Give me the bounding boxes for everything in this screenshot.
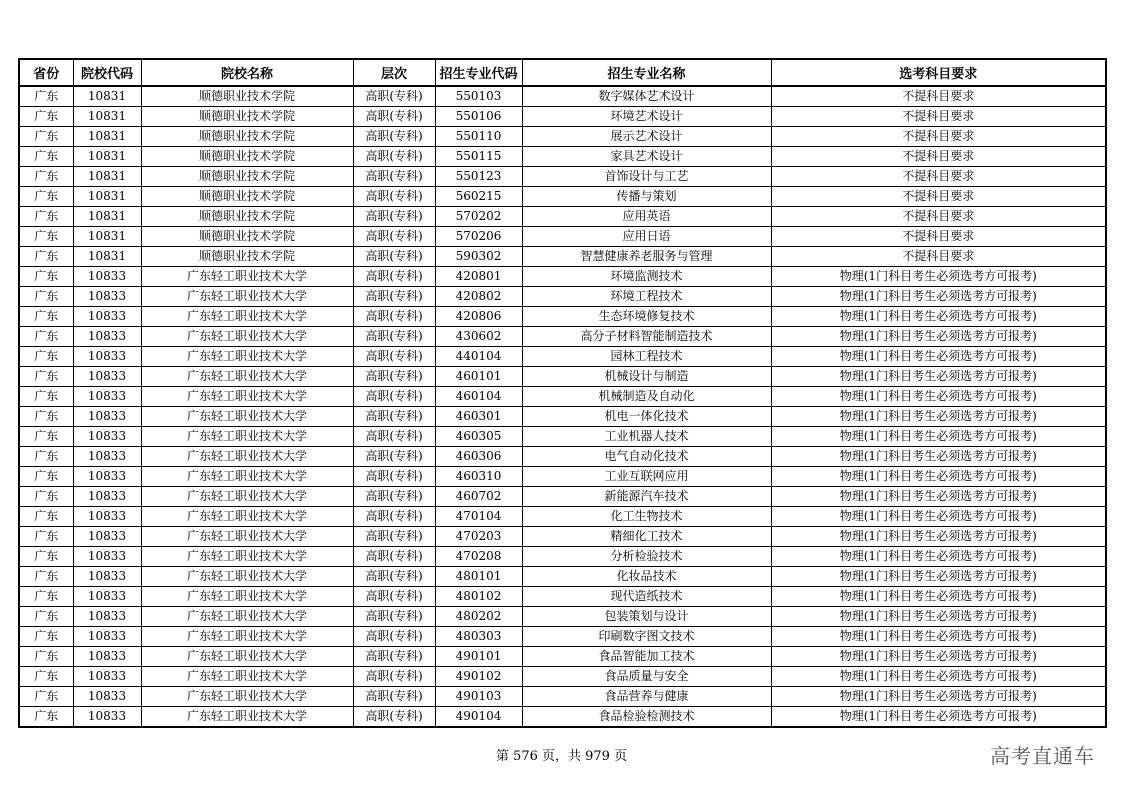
cell-level: 高职(专科)	[353, 607, 435, 627]
table-row	[19, 167, 1106, 187]
table-row	[19, 307, 1106, 327]
cell-major-code: 460702	[435, 487, 522, 507]
cell-level: 高职(专科)	[353, 487, 435, 507]
cell-major-name: 应用日语	[522, 227, 771, 247]
cell-school-code: 10831	[73, 127, 141, 147]
cell-school-name: 广东轻工职业技术大学	[141, 607, 353, 627]
table-row	[19, 607, 1106, 627]
cell-school-name: 广东轻工职业技术大学	[141, 447, 353, 467]
table-row	[19, 347, 1106, 367]
header-subject-requirement: 选考科目要求	[771, 59, 1106, 86]
table-row	[19, 267, 1106, 287]
cell-school-name: 顺德职业技术学院	[141, 86, 353, 107]
cell-major-name: 首饰设计与工艺	[522, 167, 771, 187]
cell-subject-requirement: 不提科目要求	[771, 86, 1106, 107]
cell-subject-requirement: 物理(1门科目考生必须选考方可报考)	[771, 607, 1106, 627]
cell-school-code: 10831	[73, 147, 141, 167]
cell-major-name: 环境监测技术	[522, 267, 771, 287]
cell-major-code: 460301	[435, 407, 522, 427]
cell-major-code: 480101	[435, 567, 522, 587]
cell-level: 高职(专科)	[353, 587, 435, 607]
cell-major-name: 分析检验技术	[522, 547, 771, 567]
cell-major-code: 490103	[435, 687, 522, 707]
cell-school-name: 顺德职业技术学院	[141, 187, 353, 207]
cell-level: 高职(专科)	[353, 307, 435, 327]
cell-subject-requirement: 物理(1门科目考生必须选考方可报考)	[771, 587, 1106, 607]
cell-major-code: 490101	[435, 647, 522, 667]
cell-province: 广东	[19, 607, 73, 627]
cell-school-code: 10833	[73, 387, 141, 407]
table-header	[19, 59, 1106, 86]
cell-school-code: 10833	[73, 707, 141, 728]
cell-major-name: 数字媒体艺术设计	[522, 86, 771, 107]
table-row	[19, 427, 1106, 447]
cell-school-code: 10833	[73, 547, 141, 567]
table-row	[19, 587, 1106, 607]
cell-major-code: 420801	[435, 267, 522, 287]
table-row	[19, 247, 1106, 267]
cell-major-code: 460101	[435, 367, 522, 387]
cell-province: 广东	[19, 367, 73, 387]
table-row	[19, 127, 1106, 147]
cell-subject-requirement: 物理(1门科目考生必须选考方可报考)	[771, 487, 1106, 507]
header-level: 层次	[353, 59, 435, 86]
cell-school-code: 10833	[73, 287, 141, 307]
cell-school-name: 广东轻工职业技术大学	[141, 327, 353, 347]
cell-subject-requirement: 不提科目要求	[771, 207, 1106, 227]
cell-school-name: 广东轻工职业技术大学	[141, 587, 353, 607]
cell-major-name: 化工生物技术	[522, 507, 771, 527]
cell-level: 高职(专科)	[353, 627, 435, 647]
table-row	[19, 187, 1106, 207]
cell-major-code: 550103	[435, 86, 522, 107]
cell-subject-requirement: 不提科目要求	[771, 147, 1106, 167]
cell-school-name: 广东轻工职业技术大学	[141, 547, 353, 567]
cell-school-name: 广东轻工职业技术大学	[141, 367, 353, 387]
cell-major-name: 高分子材料智能制造技术	[522, 327, 771, 347]
cell-level: 高职(专科)	[353, 167, 435, 187]
page-number: 第 576 页，共 979 页	[495, 749, 628, 764]
cell-subject-requirement: 物理(1门科目考生必须选考方可报考)	[771, 627, 1106, 647]
table-row	[19, 467, 1106, 487]
table-row	[19, 507, 1106, 527]
cell-province: 广东	[19, 307, 73, 327]
cell-major-code: 560215	[435, 187, 522, 207]
cell-level: 高职(专科)	[353, 187, 435, 207]
cell-school-name: 广东轻工职业技术大学	[141, 267, 353, 287]
cell-school-name: 广东轻工职业技术大学	[141, 667, 353, 687]
table-row	[19, 527, 1106, 547]
cell-major-code: 570202	[435, 207, 522, 227]
cell-province: 广东	[19, 427, 73, 447]
cell-major-code: 480202	[435, 607, 522, 627]
cell-subject-requirement: 物理(1门科目考生必须选考方可报考)	[771, 527, 1106, 547]
cell-school-code: 10833	[73, 327, 141, 347]
cell-major-name: 食品检验检测技术	[522, 707, 771, 728]
cell-school-name: 广东轻工职业技术大学	[141, 647, 353, 667]
table-row	[19, 387, 1106, 407]
cell-school-name: 顺德职业技术学院	[141, 147, 353, 167]
cell-school-code: 10833	[73, 587, 141, 607]
cell-major-name: 应用英语	[522, 207, 771, 227]
cell-school-name: 顺德职业技术学院	[141, 167, 353, 187]
cell-major-code: 480102	[435, 587, 522, 607]
cell-level: 高职(专科)	[353, 227, 435, 247]
cell-subject-requirement: 不提科目要求	[771, 247, 1106, 267]
cell-school-name: 广东轻工职业技术大学	[141, 627, 353, 647]
cell-province: 广东	[19, 447, 73, 467]
cell-school-code: 10831	[73, 227, 141, 247]
cell-school-code: 10833	[73, 667, 141, 687]
cell-province: 广东	[19, 86, 73, 107]
cell-major-name: 展示艺术设计	[522, 127, 771, 147]
cell-level: 高职(专科)	[353, 507, 435, 527]
cell-school-code: 10831	[73, 86, 141, 107]
cell-level: 高职(专科)	[353, 667, 435, 687]
table-row	[19, 707, 1106, 728]
cell-school-code: 10833	[73, 407, 141, 427]
header-school-code: 院校代码	[73, 59, 141, 86]
cell-major-name: 新能源汽车技术	[522, 487, 771, 507]
cell-subject-requirement: 物理(1门科目考生必须选考方可报考)	[771, 567, 1106, 587]
cell-level: 高职(专科)	[353, 287, 435, 307]
header-row	[19, 59, 1106, 86]
cell-school-name: 广东轻工职业技术大学	[141, 487, 353, 507]
cell-major-code: 550115	[435, 147, 522, 167]
cell-province: 广东	[19, 627, 73, 647]
cell-province: 广东	[19, 547, 73, 567]
table-row	[19, 567, 1106, 587]
cell-province: 广东	[19, 207, 73, 227]
cell-school-code: 10831	[73, 167, 141, 187]
cell-subject-requirement: 不提科目要求	[771, 227, 1106, 247]
cell-level: 高职(专科)	[353, 267, 435, 287]
cell-school-code: 10833	[73, 347, 141, 367]
cell-level: 高职(专科)	[353, 347, 435, 367]
cell-major-name: 电气自动化技术	[522, 447, 771, 467]
cell-province: 广东	[19, 687, 73, 707]
table-row	[19, 627, 1106, 647]
cell-major-name: 食品质量与安全	[522, 667, 771, 687]
table-row	[19, 107, 1106, 127]
cell-school-name: 广东轻工职业技术大学	[141, 527, 353, 547]
cell-province: 广东	[19, 667, 73, 687]
cell-level: 高职(专科)	[353, 207, 435, 227]
admission-table	[18, 58, 1107, 728]
cell-level: 高职(专科)	[353, 247, 435, 267]
cell-school-code: 10831	[73, 247, 141, 267]
cell-major-name: 生态环境修复技术	[522, 307, 771, 327]
cell-school-code: 10833	[73, 467, 141, 487]
cell-major-code: 470104	[435, 507, 522, 527]
cell-province: 广东	[19, 107, 73, 127]
cell-school-code: 10833	[73, 607, 141, 627]
cell-major-code: 550106	[435, 107, 522, 127]
cell-level: 高职(专科)	[353, 367, 435, 387]
cell-province: 广东	[19, 167, 73, 187]
cell-province: 广东	[19, 527, 73, 547]
cell-major-name: 机电一体化技术	[522, 407, 771, 427]
cell-level: 高职(专科)	[353, 107, 435, 127]
cell-subject-requirement: 物理(1门科目考生必须选考方可报考)	[771, 307, 1106, 327]
cell-subject-requirement: 物理(1门科目考生必须选考方可报考)	[771, 387, 1106, 407]
cell-level: 高职(专科)	[353, 567, 435, 587]
cell-school-code: 10833	[73, 487, 141, 507]
cell-subject-requirement: 物理(1门科目考生必须选考方可报考)	[771, 707, 1106, 728]
cell-province: 广东	[19, 707, 73, 728]
cell-major-code: 490102	[435, 667, 522, 687]
cell-subject-requirement: 不提科目要求	[771, 187, 1106, 207]
cell-major-code: 420802	[435, 287, 522, 307]
table-row	[19, 227, 1106, 247]
cell-major-name: 工业机器人技术	[522, 427, 771, 447]
cell-major-code: 460305	[435, 427, 522, 447]
cell-province: 广东	[19, 467, 73, 487]
cell-major-name: 精细化工技术	[522, 527, 771, 547]
table-row	[19, 667, 1106, 687]
cell-school-name: 广东轻工职业技术大学	[141, 287, 353, 307]
cell-school-name: 广东轻工职业技术大学	[141, 707, 353, 728]
cell-level: 高职(专科)	[353, 387, 435, 407]
cell-level: 高职(专科)	[353, 547, 435, 567]
cell-province: 广东	[19, 267, 73, 287]
cell-school-code: 10833	[73, 647, 141, 667]
cell-school-code: 10833	[73, 527, 141, 547]
cell-school-code: 10833	[73, 267, 141, 287]
cell-level: 高职(专科)	[353, 527, 435, 547]
table-body	[19, 86, 1106, 727]
cell-major-code: 460306	[435, 447, 522, 467]
cell-province: 广东	[19, 187, 73, 207]
cell-province: 广东	[19, 147, 73, 167]
cell-level: 高职(专科)	[353, 647, 435, 667]
table-row	[19, 547, 1106, 567]
cell-subject-requirement: 物理(1门科目考生必须选考方可报考)	[771, 287, 1106, 307]
cell-province: 广东	[19, 647, 73, 667]
cell-major-code: 460104	[435, 387, 522, 407]
cell-subject-requirement: 物理(1门科目考生必须选考方可报考)	[771, 367, 1106, 387]
cell-school-code: 10831	[73, 107, 141, 127]
cell-province: 广东	[19, 507, 73, 527]
cell-school-code: 10833	[73, 567, 141, 587]
header-major-code: 招生专业代码	[435, 59, 522, 86]
cell-school-code: 10833	[73, 427, 141, 447]
table-row	[19, 86, 1106, 107]
cell-subject-requirement: 物理(1门科目考生必须选考方可报考)	[771, 507, 1106, 527]
cell-major-code: 570206	[435, 227, 522, 247]
cell-major-code: 550110	[435, 127, 522, 147]
cell-province: 广东	[19, 327, 73, 347]
cell-subject-requirement: 物理(1门科目考生必须选考方可报考)	[771, 667, 1106, 687]
cell-level: 高职(专科)	[353, 467, 435, 487]
cell-school-code: 10833	[73, 507, 141, 527]
cell-school-code: 10833	[73, 307, 141, 327]
cell-province: 广东	[19, 127, 73, 147]
cell-subject-requirement: 物理(1门科目考生必须选考方可报考)	[771, 687, 1106, 707]
cell-school-name: 顺德职业技术学院	[141, 127, 353, 147]
cell-major-name: 印刷数字图文技术	[522, 627, 771, 647]
table-row	[19, 287, 1106, 307]
cell-level: 高职(专科)	[353, 147, 435, 167]
cell-major-name: 包装策划与设计	[522, 607, 771, 627]
cell-major-code: 480303	[435, 627, 522, 647]
cell-major-name: 工业互联网应用	[522, 467, 771, 487]
header-major-name: 招生专业名称	[522, 59, 771, 86]
cell-school-code: 10833	[73, 627, 141, 647]
cell-subject-requirement: 物理(1门科目考生必须选考方可报考)	[771, 467, 1106, 487]
cell-school-code: 10833	[73, 447, 141, 467]
cell-major-name: 家具艺术设计	[522, 147, 771, 167]
cell-school-code: 10833	[73, 687, 141, 707]
cell-major-code: 470208	[435, 547, 522, 567]
cell-province: 广东	[19, 587, 73, 607]
table-row	[19, 447, 1106, 467]
cell-major-name: 传播与策划	[522, 187, 771, 207]
cell-major-name: 环境工程技术	[522, 287, 771, 307]
cell-subject-requirement: 物理(1门科目考生必须选考方可报考)	[771, 407, 1106, 427]
cell-major-code: 470203	[435, 527, 522, 547]
cell-major-code: 460310	[435, 467, 522, 487]
cell-level: 高职(专科)	[353, 687, 435, 707]
cell-subject-requirement: 不提科目要求	[771, 127, 1106, 147]
cell-level: 高职(专科)	[353, 86, 435, 107]
cell-level: 高职(专科)	[353, 447, 435, 467]
cell-school-name: 顺德职业技术学院	[141, 227, 353, 247]
cell-school-name: 广东轻工职业技术大学	[141, 407, 353, 427]
cell-province: 广东	[19, 347, 73, 367]
cell-level: 高职(专科)	[353, 327, 435, 347]
cell-level: 高职(专科)	[353, 707, 435, 728]
cell-major-code: 430602	[435, 327, 522, 347]
cell-school-name: 广东轻工职业技术大学	[141, 307, 353, 327]
cell-subject-requirement: 不提科目要求	[771, 167, 1106, 187]
cell-subject-requirement: 物理(1门科目考生必须选考方可报考)	[771, 267, 1106, 287]
cell-school-name: 广东轻工职业技术大学	[141, 507, 353, 527]
cell-subject-requirement: 物理(1门科目考生必须选考方可报考)	[771, 427, 1106, 447]
table-row	[19, 327, 1106, 347]
cell-major-code: 550123	[435, 167, 522, 187]
cell-major-name: 食品营养与健康	[522, 687, 771, 707]
cell-major-name: 机械设计与制造	[522, 367, 771, 387]
cell-school-code: 10831	[73, 187, 141, 207]
cell-school-name: 广东轻工职业技术大学	[141, 387, 353, 407]
table-row	[19, 147, 1106, 167]
table-row	[19, 367, 1106, 387]
cell-province: 广东	[19, 387, 73, 407]
cell-subject-requirement: 物理(1门科目考生必须选考方可报考)	[771, 347, 1106, 367]
cell-school-name: 广东轻工职业技术大学	[141, 567, 353, 587]
cell-major-name: 环境艺术设计	[522, 107, 771, 127]
table-row	[19, 647, 1106, 667]
cell-major-code: 440104	[435, 347, 522, 367]
cell-level: 高职(专科)	[353, 127, 435, 147]
cell-school-code: 10831	[73, 207, 141, 227]
cell-province: 广东	[19, 487, 73, 507]
watermark-logo-text: 高考直通车	[990, 744, 1095, 768]
cell-subject-requirement: 不提科目要求	[771, 107, 1106, 127]
cell-major-code: 590302	[435, 247, 522, 267]
cell-school-name: 广东轻工职业技术大学	[141, 427, 353, 447]
table-row	[19, 207, 1106, 227]
cell-major-name: 食品智能加工技术	[522, 647, 771, 667]
cell-school-name: 广东轻工职业技术大学	[141, 347, 353, 367]
cell-major-name: 机械制造及自动化	[522, 387, 771, 407]
cell-province: 广东	[19, 567, 73, 587]
cell-province: 广东	[19, 227, 73, 247]
cell-major-name: 化妆品技术	[522, 567, 771, 587]
cell-subject-requirement: 物理(1门科目考生必须选考方可报考)	[771, 547, 1106, 567]
cell-level: 高职(专科)	[353, 427, 435, 447]
cell-major-code: 420806	[435, 307, 522, 327]
cell-subject-requirement: 物理(1门科目考生必须选考方可报考)	[771, 327, 1106, 347]
cell-school-name: 顺德职业技术学院	[141, 247, 353, 267]
header-school-name: 院校名称	[141, 59, 353, 86]
table-row	[19, 407, 1106, 427]
cell-province: 广东	[19, 407, 73, 427]
cell-school-code: 10833	[73, 367, 141, 387]
cell-major-name: 智慧健康养老服务与管理	[522, 247, 771, 267]
cell-major-name: 现代造纸技术	[522, 587, 771, 607]
cell-major-code: 490104	[435, 707, 522, 728]
table-row	[19, 687, 1106, 707]
cell-province: 广东	[19, 247, 73, 267]
table-row	[19, 487, 1106, 507]
cell-province: 广东	[19, 287, 73, 307]
cell-school-name: 广东轻工职业技术大学	[141, 687, 353, 707]
header-province: 省份	[19, 59, 73, 86]
cell-school-name: 顺德职业技术学院	[141, 107, 353, 127]
cell-major-name: 园林工程技术	[522, 347, 771, 367]
cell-level: 高职(专科)	[353, 407, 435, 427]
cell-school-name: 顺德职业技术学院	[141, 207, 353, 227]
cell-school-name: 广东轻工职业技术大学	[141, 467, 353, 487]
cell-subject-requirement: 物理(1门科目考生必须选考方可报考)	[771, 447, 1106, 467]
cell-subject-requirement: 物理(1门科目考生必须选考方可报考)	[771, 647, 1106, 667]
